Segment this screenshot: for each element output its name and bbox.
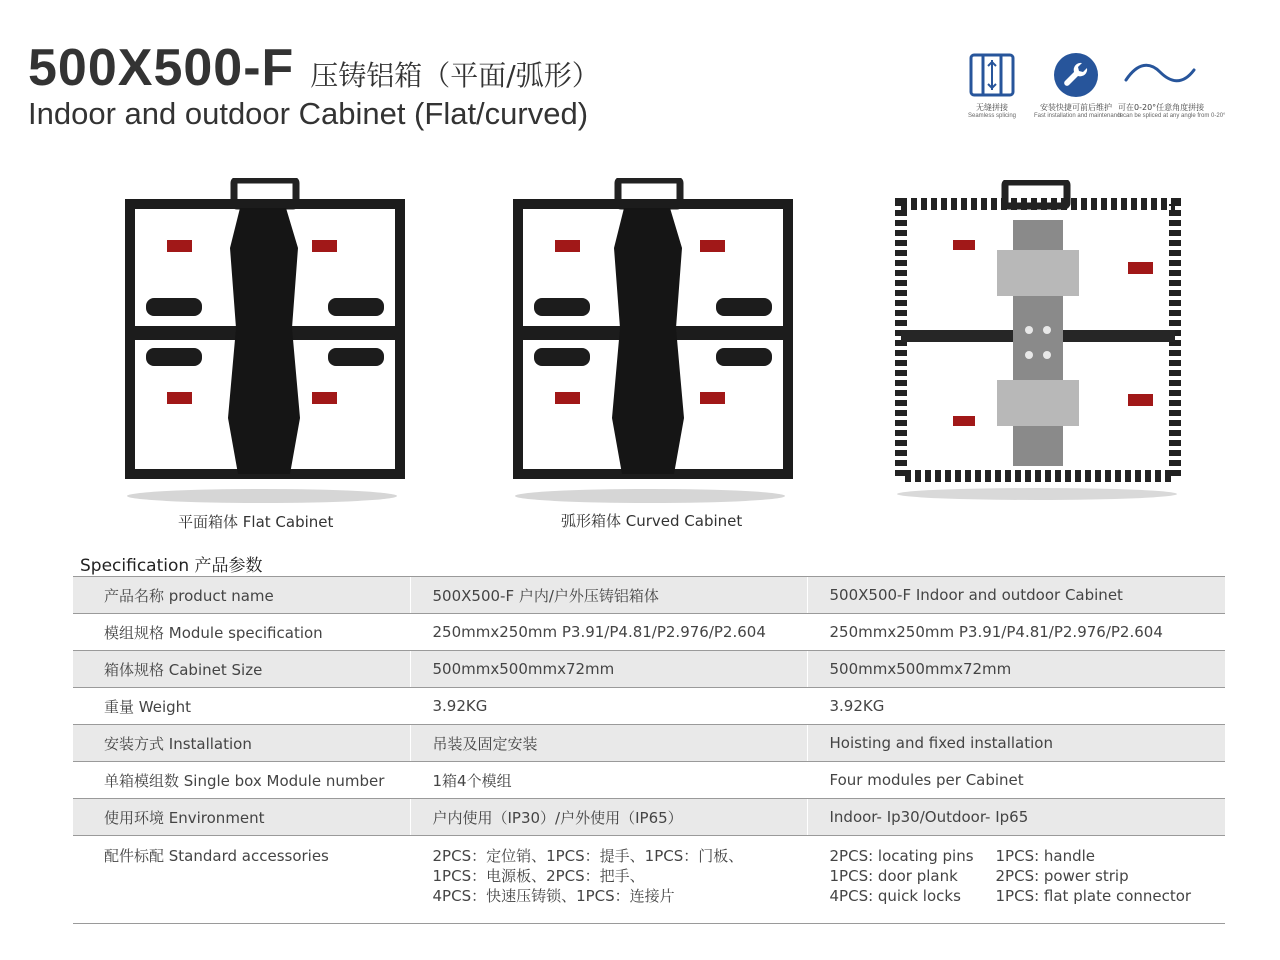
- feature-cn: 安装快捷可前后维护: [1040, 103, 1112, 112]
- table-row: [73, 762, 1225, 799]
- table-row: [73, 651, 1225, 688]
- row-label: 模组规格 Module specification: [73, 614, 410, 651]
- accessories-en: [807, 836, 1225, 924]
- row-cn-value: 250mmx250mm P3.91/P4.81/P2.976/P2.604: [410, 614, 807, 651]
- spec-heading: Specification 产品参数: [80, 556, 263, 576]
- feature-en: Fast installation and maintenance: [1034, 113, 1124, 119]
- feature-cn: 可在0-20°任意角度拼接: [1118, 103, 1205, 112]
- row-cn-value: 吊装及固定安装: [410, 725, 807, 762]
- row-en-value: Hoisting and fixed installation: [807, 725, 1225, 762]
- accessory-item: 1PCS: door plank: [829, 867, 958, 885]
- accessories-cn-line: 4PCS：快速压铸锁、1PCS：连接片: [432, 887, 675, 905]
- row-cn-value: 1箱4个模组: [410, 762, 807, 799]
- header: [28, 38, 600, 134]
- row-en-value: 500mmx500mmx72mm: [807, 651, 1225, 688]
- row-label: 箱体规格 Cabinet Size: [73, 651, 410, 688]
- row-en-value: 3.92KG: [807, 688, 1225, 725]
- cabinet-back-image: [893, 180, 1183, 505]
- accessory-item: 1PCS: handle: [995, 847, 1096, 865]
- chinese-title: 压铸铝箱（平面/弧形）: [310, 59, 600, 92]
- accessories-cn-line: 1PCS：电源板、2PCS：把手、: [432, 867, 645, 885]
- curved-cabinet-image: [510, 178, 795, 508]
- row-label: 配件标配 Standard accessories: [73, 836, 410, 924]
- row-label: 单箱模组数 Single box Module number: [73, 762, 410, 799]
- row-cn-value: 3.92KG: [410, 688, 807, 725]
- flat-cabinet-caption: 平面箱体 Flat Cabinet: [178, 513, 334, 531]
- row-label: 产品名称 product name: [73, 577, 410, 614]
- row-label: 使用环境 Environment: [73, 799, 410, 836]
- curved-cabinet-caption: 弧形箱体 Curved Cabinet: [561, 512, 743, 530]
- feature-seamless: [950, 52, 1034, 119]
- model-title: 500X500-F: [28, 39, 295, 97]
- seamless-splicing-icon: [969, 52, 1015, 98]
- accessory-item: 2PCS: power strip: [995, 867, 1129, 885]
- feature-icons: [950, 52, 1226, 119]
- flat-cabinet-image: [122, 178, 407, 508]
- feature-angle: [1118, 52, 1226, 119]
- title-row: [28, 38, 600, 98]
- table-row: [73, 614, 1225, 651]
- row-en-value: Indoor- Ip30/Outdoor- Ip65: [807, 799, 1225, 836]
- feature-en: It can be spliced at any angle from 0-20°: [1118, 113, 1226, 119]
- table-row: [73, 799, 1225, 836]
- curve-wave-icon: [1120, 52, 1200, 98]
- accessories-cn: [410, 836, 807, 924]
- accessory-item: 4PCS: quick locks: [829, 887, 961, 905]
- feature-maintenance: [1034, 52, 1124, 119]
- row-label: 安装方式 Installation: [73, 725, 410, 762]
- english-title: Indoor and outdoor Cabinet (Flat/curved): [28, 96, 589, 131]
- feature-cn: 无缝拼接: [976, 103, 1008, 112]
- row-en-value: Four modules per Cabinet: [807, 762, 1225, 799]
- table-row: [73, 688, 1225, 725]
- row-cn-value: 500mmx500mmx72mm: [410, 651, 807, 688]
- table-row-accessories: [73, 836, 1225, 924]
- accessory-item: 2PCS: locating pins: [829, 847, 974, 865]
- feature-en: Seamless splicing: [967, 113, 1017, 119]
- wrench-icon: [1053, 52, 1099, 98]
- accessory-item: 1PCS: flat plate connector: [995, 887, 1192, 905]
- accessories-en-grid: [830, 846, 1226, 906]
- row-en-value: 500X500-F Indoor and outdoor Cabinet: [807, 577, 1225, 614]
- spec-table: [73, 576, 1225, 924]
- row-cn-value: 户内使用（IP30）/户外使用（IP65）: [410, 799, 807, 836]
- table-row: [73, 725, 1225, 762]
- row-label: 重量 Weight: [73, 688, 410, 725]
- accessories-cn-line: 2PCS：定位销、1PCS：提手、1PCS：门板、: [432, 847, 744, 865]
- row-cn-value: 500X500-F 户内/户外压铸铝箱体: [410, 577, 807, 614]
- row-en-value: 250mmx250mm P3.91/P4.81/P2.976/P2.604: [807, 614, 1225, 651]
- table-row: [73, 577, 1225, 614]
